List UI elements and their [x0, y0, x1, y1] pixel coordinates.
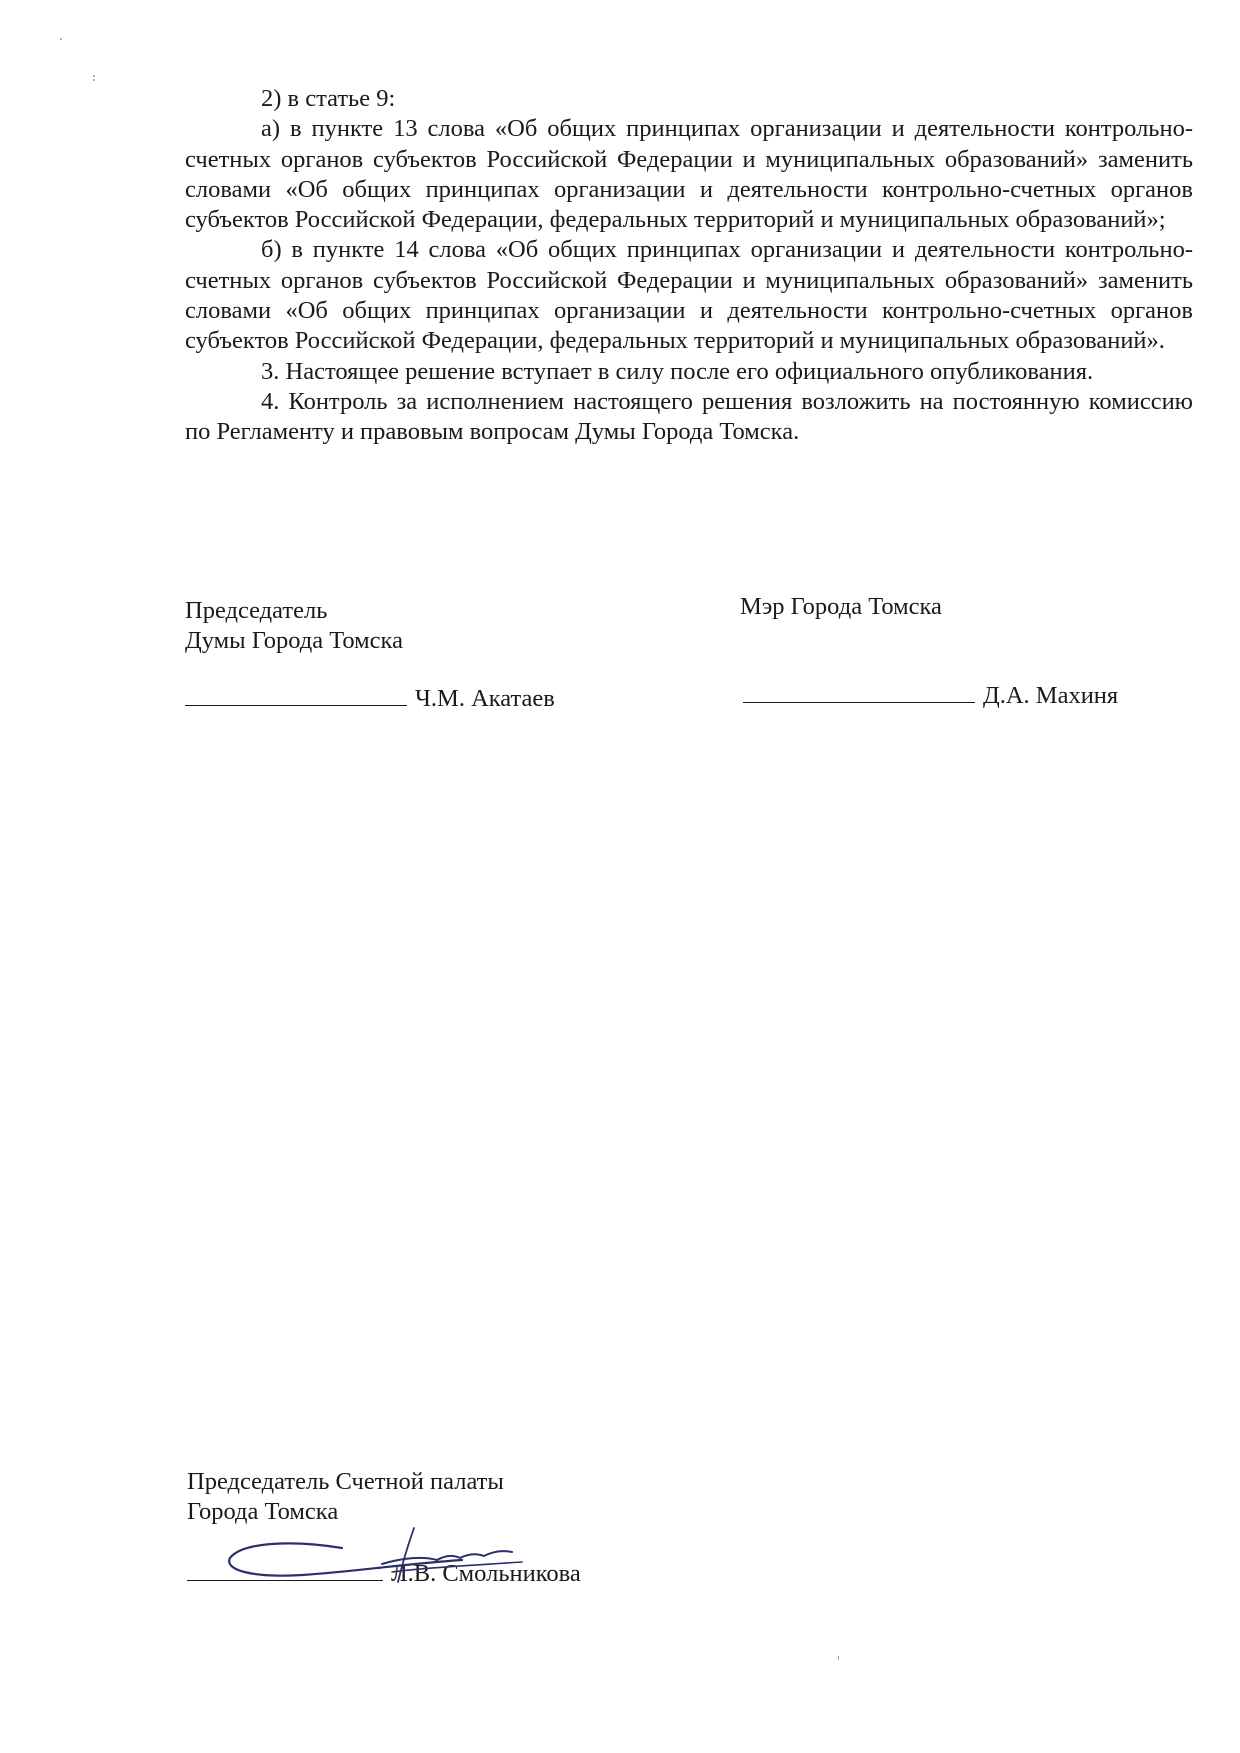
duma-chair-title-line2: Думы Города Томска: [185, 627, 403, 654]
scan-speck: [93, 75, 95, 77]
scan-speck: [60, 38, 62, 40]
scan-speck: [93, 79, 95, 81]
mayor-title: Мэр Города Томска: [740, 593, 942, 620]
signature-line: [185, 683, 407, 706]
paragraph-item-4: 4. Контроль за исполнением настоящего решения возложить на постоянную комиссию по Регламенту и правовым вопросам Думы Города Томска.: [185, 387, 1193, 446]
paragraph-item-a: а) в пункте 13 слова «Об общих принципах организации и деятельности контрольно-счетных органов субъектов Российской Федерации и муниципальных образований» заменить словами «Об общих принципах организации и деятельности контрольно-счетных органов субъектов Российской Федерации, федеральных территорий и муниципальных образований»;: [185, 115, 1193, 234]
duma-chair-title-line1: Председатель: [185, 597, 328, 624]
audit-chair-title-line2: Города Томска: [187, 1498, 339, 1525]
audit-chair-name: Л.В. Смольникова: [391, 1560, 581, 1587]
signature-line: [743, 680, 975, 703]
paragraph-item-b: б) в пункте 14 слова «Об общих принципах организации и деятельности контрольно-счетных органов субъектов Российской Федерации и муниципальных образований» заменить словами «Об общих принципах организации и деятельности контрольно-счетных органов субъектов Российской Федерации, федеральных территорий и муниципальных образований».: [185, 236, 1193, 355]
duma-chair-name: Ч.М. Акатаев: [415, 685, 555, 712]
audit-chair-title-line1: Председатель Счетной палаты: [187, 1468, 504, 1495]
duma-chair-signature-row: [185, 683, 555, 714]
paragraph-article-9: 2) в статье 9:: [261, 85, 396, 112]
scan-speck: [838, 1656, 839, 1660]
document-body: [185, 84, 1193, 448]
paragraph-item-3: 3. Настоящее решение вступает в силу после его официального опубликования.: [261, 357, 1094, 385]
mayor-name: Д.А. Махиня: [983, 682, 1119, 709]
mayor-signature-row: [743, 680, 1118, 711]
handwritten-signature: [222, 1520, 542, 1595]
